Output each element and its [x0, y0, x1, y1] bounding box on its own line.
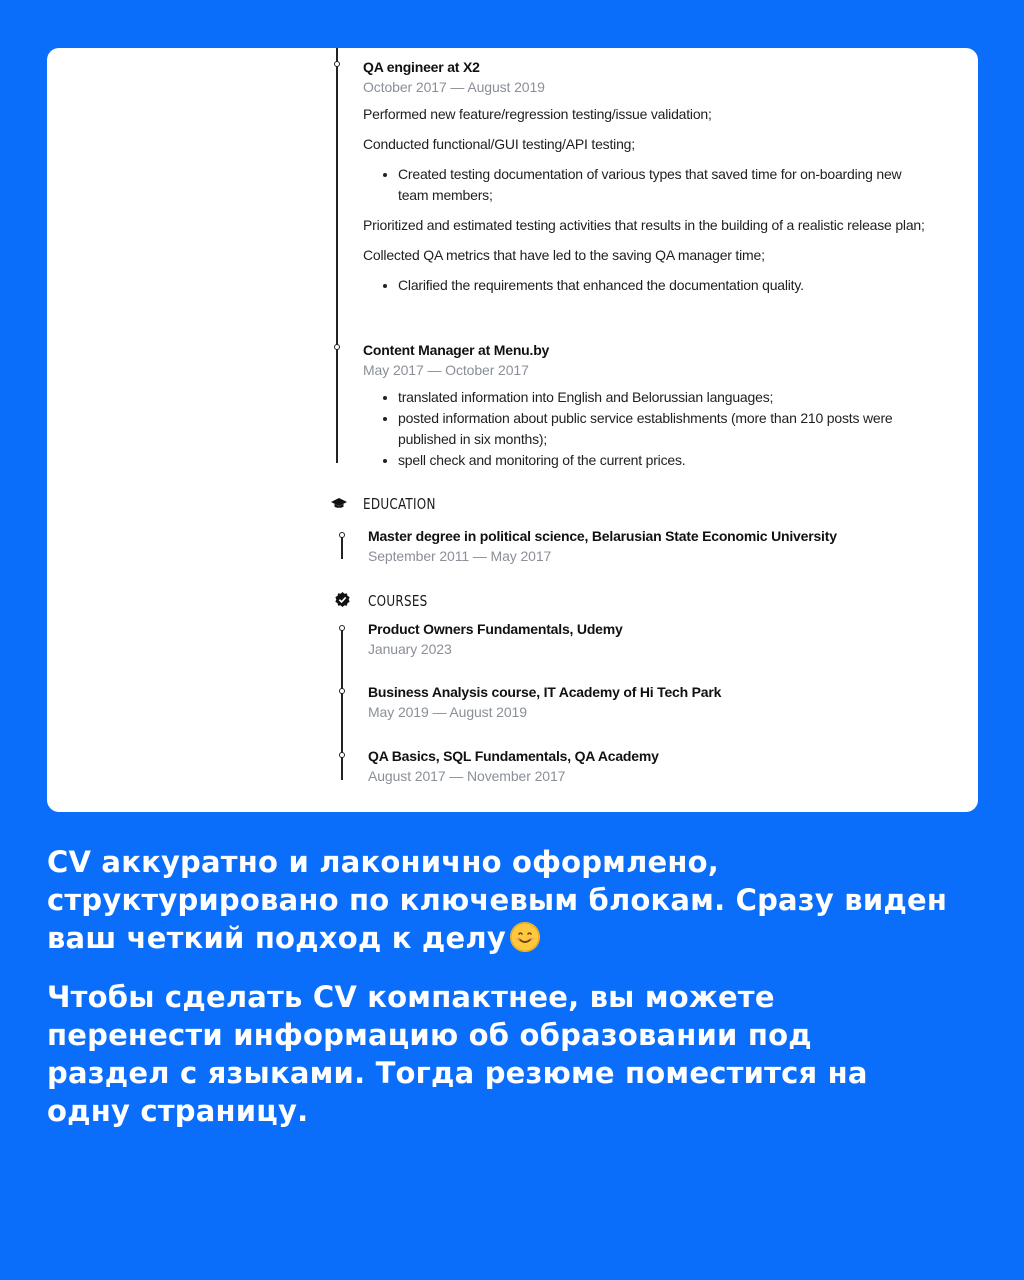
section-heading-education: EDUCATION: [363, 495, 436, 513]
entry-paragraph: Collected QA metrics that have led to the saving QA manager time;: [363, 247, 765, 263]
bullet-item: Clarified the requirements that enhanced the documentation quality.: [398, 275, 933, 296]
timeline-dot: [334, 61, 340, 67]
entry-bullets: [363, 387, 933, 471]
timeline-dot: [339, 625, 345, 631]
entry-title: QA Basics, SQL Fundamentals, QA Academy: [368, 748, 659, 764]
course-entry: [368, 619, 938, 660]
entry-paragraph: Prioritized and estimated testing activities that results in the building of a realistic release plan;: [363, 217, 925, 233]
caption-text: Чтобы сделать CV компактнее, вы можете перенести информацию об образовании под раздел с языками. Тогда резюме поместится на одну страницу.: [47, 980, 868, 1128]
course-entry: [368, 746, 938, 787]
timeline-dot: [339, 532, 345, 538]
verified-badge-icon: [335, 592, 350, 607]
graduation-cap-icon: [331, 498, 347, 510]
entry-date: May 2019 — August 2019: [368, 704, 527, 720]
entry-date: August 2017 — November 2017: [368, 768, 566, 784]
education-entry: [368, 526, 938, 567]
entry-title: Content Manager at Menu.by: [363, 342, 550, 358]
entry-title: QA engineer at X2: [363, 59, 480, 75]
course-entry: [368, 682, 938, 723]
timeline-dot: [334, 344, 340, 350]
experience-entry: [363, 340, 933, 471]
entry-paragraph: Performed new feature/regression testing/issue validation;: [363, 106, 712, 122]
cv-preview-card: [47, 48, 978, 812]
education-timeline-line: [341, 537, 343, 559]
bullet-item: translated information into English and Belorussian languages;: [398, 387, 933, 408]
timeline-dot: [339, 688, 345, 694]
entry-title: Business Analysis course, IT Academy of Hi Tech Park: [368, 684, 722, 700]
smiling-face-emoji-icon: [510, 922, 540, 952]
caption-text: CV аккуратно и лаконично оформлено, структурировано по ключевым блокам. Сразу виден ваш четкий подход к делу: [47, 845, 948, 955]
entry-bullets: [363, 275, 933, 296]
timeline-dot: [339, 752, 345, 758]
experience-entry: [363, 57, 933, 296]
caption-paragraph-1: [47, 843, 987, 957]
experience-timeline-line: [336, 48, 338, 463]
entry-bullets: [363, 164, 933, 206]
entry-date: October 2017 — August 2019: [363, 79, 545, 95]
entry-paragraph: Conducted functional/GUI testing/API testing;: [363, 136, 635, 152]
section-heading-courses: COURSES: [368, 592, 428, 610]
entry-date: September 2011 — May 2017: [368, 548, 552, 564]
entry-title: Product Owners Fundamentals, Udemy: [368, 621, 623, 637]
bullet-item: Created testing documentation of various types that saved time for on-boarding new team members;: [398, 164, 933, 206]
caption-paragraph-2: [47, 978, 917, 1130]
cv-page: [47, 48, 978, 812]
bullet-item: posted information about public service establishments (more than 210 posts were published in six months);: [398, 408, 933, 450]
entry-date: May 2017 — October 2017: [363, 362, 529, 378]
entry-date: January 2023: [368, 641, 452, 657]
bullet-item: spell check and monitoring of the current prices.: [398, 450, 933, 471]
entry-title: Master degree in political science, Belarusian State Economic University: [368, 528, 837, 544]
